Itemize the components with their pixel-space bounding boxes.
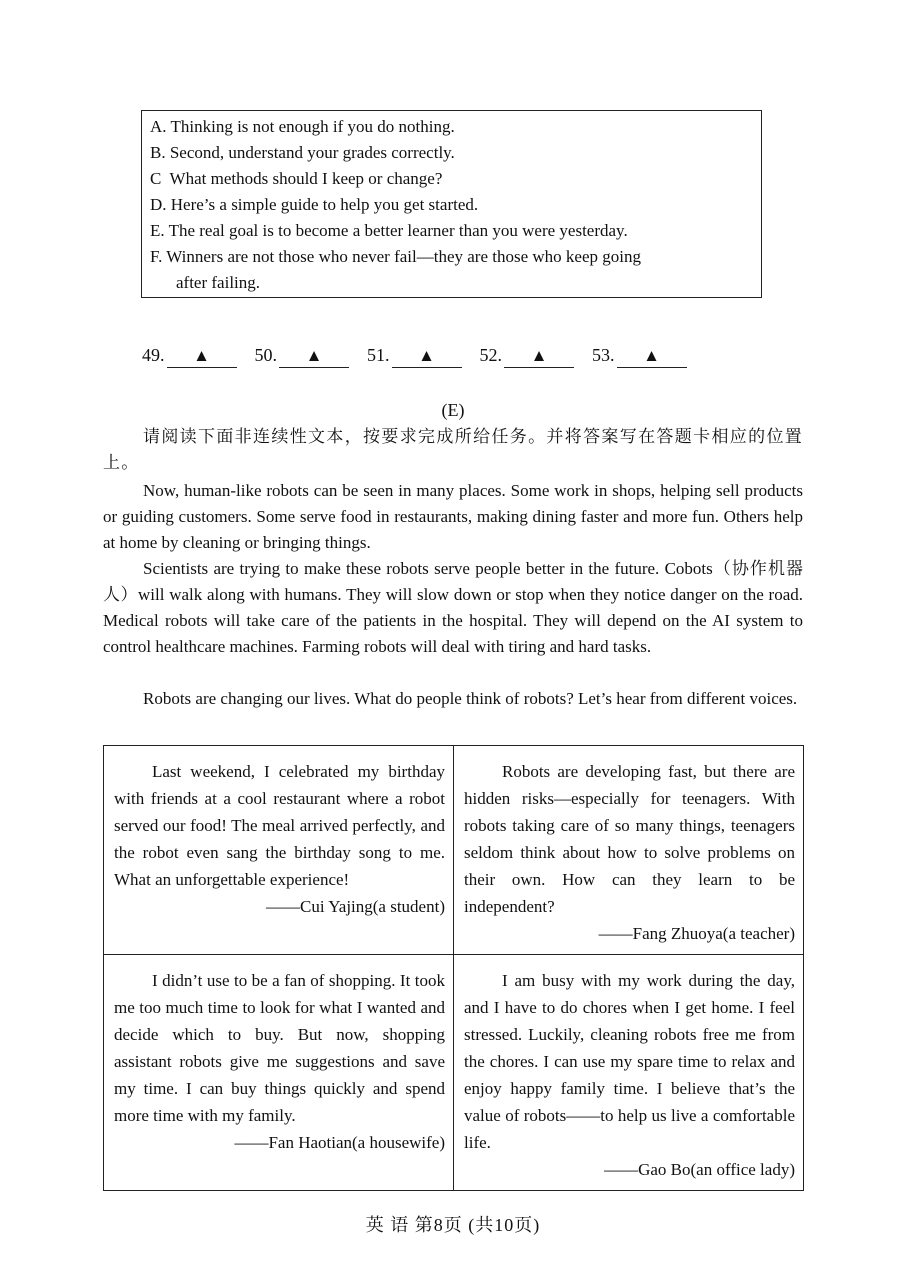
section-title: (E): [441, 400, 465, 420]
page-footer: 英 语 第8页 (共10页): [365, 1215, 541, 1235]
blank-49[interactable]: 49. ▲: [142, 345, 237, 368]
voice-text: Last weekend, I celebrated my birthday with friends at a cool restaurant where a robot served our food! The meal arrived perfectly, and the robot even sang the birthday song to me. What an unforgettable experience!: [114, 762, 445, 889]
triangle-icon: ▲: [617, 345, 687, 368]
voice-text: Robots are developing fast, but there are hidden risks—especially for teenagers. With robots taking care of so many things, teenagers seldom think about how to solve problems on their own. How can they learn to be independent?: [464, 762, 795, 916]
option-b: B. Second, understand your grades correctly.: [150, 143, 455, 162]
voices-table: [103, 745, 804, 1191]
voice-signature: ——Gao Bo(an office lady): [604, 1159, 795, 1179]
triangle-icon: ▲: [392, 345, 462, 368]
voice-text: I didn’t use to be a fan of shopping. It took me too much time to look for what I wanted and decide which to buy. But now, shopping assistant robots give me suggestions and save my time. I can buy things quickly and spend more time with my family.: [114, 970, 445, 1125]
voice-cell: [104, 954, 454, 1190]
voice-cell: [104, 746, 454, 955]
answer-blanks: [142, 345, 687, 368]
voice-cell: [454, 954, 804, 1190]
voice-signature: ——Fang Zhuoya(a teacher): [598, 924, 795, 943]
voice-cell: [454, 746, 804, 955]
option-f: F. Winners are not those who never fail—they are those who keep going after failing.: [150, 247, 641, 292]
triangle-icon: ▲: [279, 345, 349, 368]
paragraph-1: Now, human-like robots can be seen in many places. Some work in shops, helping sell products or guiding customers. Some serve food in restaurants, making dining faster and more fun. Others help at home by cleaning or bringing things.: [103, 481, 803, 552]
triangle-icon: ▲: [504, 345, 574, 368]
instruction: 请阅读下面非连续性文本，按要求完成所给任务。并将答案写在答题卡相应的位置上。: [103, 427, 803, 472]
paragraph-2: Scientists are trying to make these robots serve people better in the future. Cobots（协作机器人）will walk along with humans. They will slow down or stop when they notice danger on the road. Medical robots will take care of the patients in the hospital. They will depend on the AI system to control healthcare machines. Farming robots will deal with tiring and hard tasks.: [103, 559, 803, 656]
triangle-icon: ▲: [167, 345, 237, 368]
paragraph-3: Robots are changing our lives. What do people think of robots? Let’s hear from different voices.: [143, 689, 798, 708]
blank-53[interactable]: 53. ▲: [592, 345, 687, 368]
blank-52[interactable]: 52. ▲: [480, 345, 575, 368]
option-d: D. Here’s a simple guide to help you get started.: [150, 195, 479, 214]
option-e: E. The real goal is to become a better learner than you were yesterday.: [150, 221, 628, 240]
blank-51[interactable]: 51. ▲: [367, 345, 462, 368]
option-c: C What methods should I keep or change?: [150, 169, 443, 188]
voice-text: I am busy with my work during the day, and I have to do chores when I get home. I feel stressed. Luckily, cleaning robots free me from the chores. I can use my spare time to relax and enjoy happy family time. I believe that’s the value of robots——to help us live a comfortable life.: [464, 970, 795, 1152]
blank-50[interactable]: 50. ▲: [255, 345, 350, 368]
voice-signature: ——Cui Yajing(a student): [266, 897, 445, 916]
voice-signature: ——Fan Haotian(a housewife): [234, 1132, 445, 1152]
option-a: A. Thinking is not enough if you do nothing.: [150, 117, 455, 136]
options-box: [141, 110, 762, 298]
